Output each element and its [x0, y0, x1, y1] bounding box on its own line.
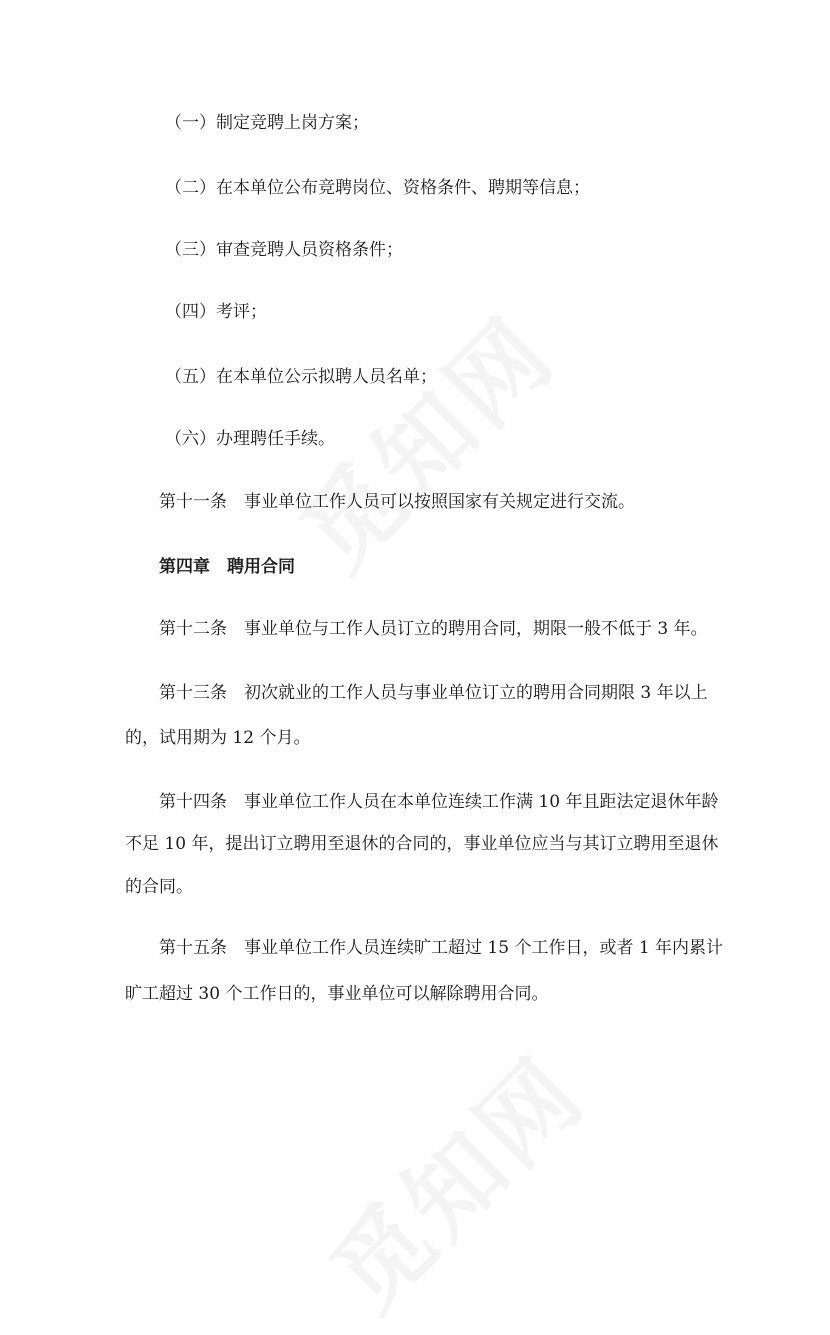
article-label: 第十五条	[159, 938, 227, 958]
article-13-continuation: 的，试用期为 12 个月。	[125, 728, 311, 748]
article-text: 事业单位工作人员连续旷工超过 15 个工作日，或者 1 年内累计	[244, 938, 724, 958]
list-item: （六）办理聘任手续。	[165, 429, 335, 449]
article-13	[159, 683, 708, 703]
article-text: 事业单位工作人员可以按照国家有关规定进行交流。	[244, 492, 635, 512]
list-item: （二）在本单位公布竞聘岗位、资格条件、聘期等信息；	[165, 178, 590, 198]
article-text: 事业单位工作人员在本单位连续工作满 10 年且距法定退休年龄	[244, 792, 719, 812]
chapter-label: 第四章	[159, 557, 210, 577]
article-14-continuation: 不足 10 年，提出订立聘用至退休的合同的，事业单位应当与其订立聘用至退休	[125, 834, 719, 854]
chapter-heading	[159, 557, 295, 577]
article-14-continuation-2: 的合同。	[125, 877, 193, 897]
article-14	[159, 792, 718, 812]
article-15-continuation: 旷工超过 30 个工作日的，事业单位可以解除聘用合同。	[125, 984, 549, 1004]
list-item: （三）审查竞聘人员资格条件；	[165, 240, 403, 260]
article-11	[159, 492, 635, 512]
article-label: 第十四条	[159, 792, 227, 812]
watermark-bottom	[296, 1022, 609, 1335]
article-text: 事业单位与工作人员订立的聘用合同，期限一般不低于 3 年。	[244, 619, 708, 639]
chapter-title: 聘用合同	[227, 557, 295, 577]
list-item: （一）制定竞聘上岗方案；	[165, 113, 369, 133]
article-label: 第十一条	[159, 492, 227, 512]
article-label: 第十二条	[159, 619, 227, 639]
article-label: 第十三条	[159, 683, 227, 703]
list-item: （五）在本单位公示拟聘人员名单；	[165, 367, 437, 387]
article-text: 初次就业的工作人员与事业单位订立的聘用合同期限 3 年以上	[244, 683, 708, 703]
list-item: （四）考评；	[165, 302, 267, 322]
article-15	[159, 938, 723, 958]
article-12	[159, 619, 708, 639]
